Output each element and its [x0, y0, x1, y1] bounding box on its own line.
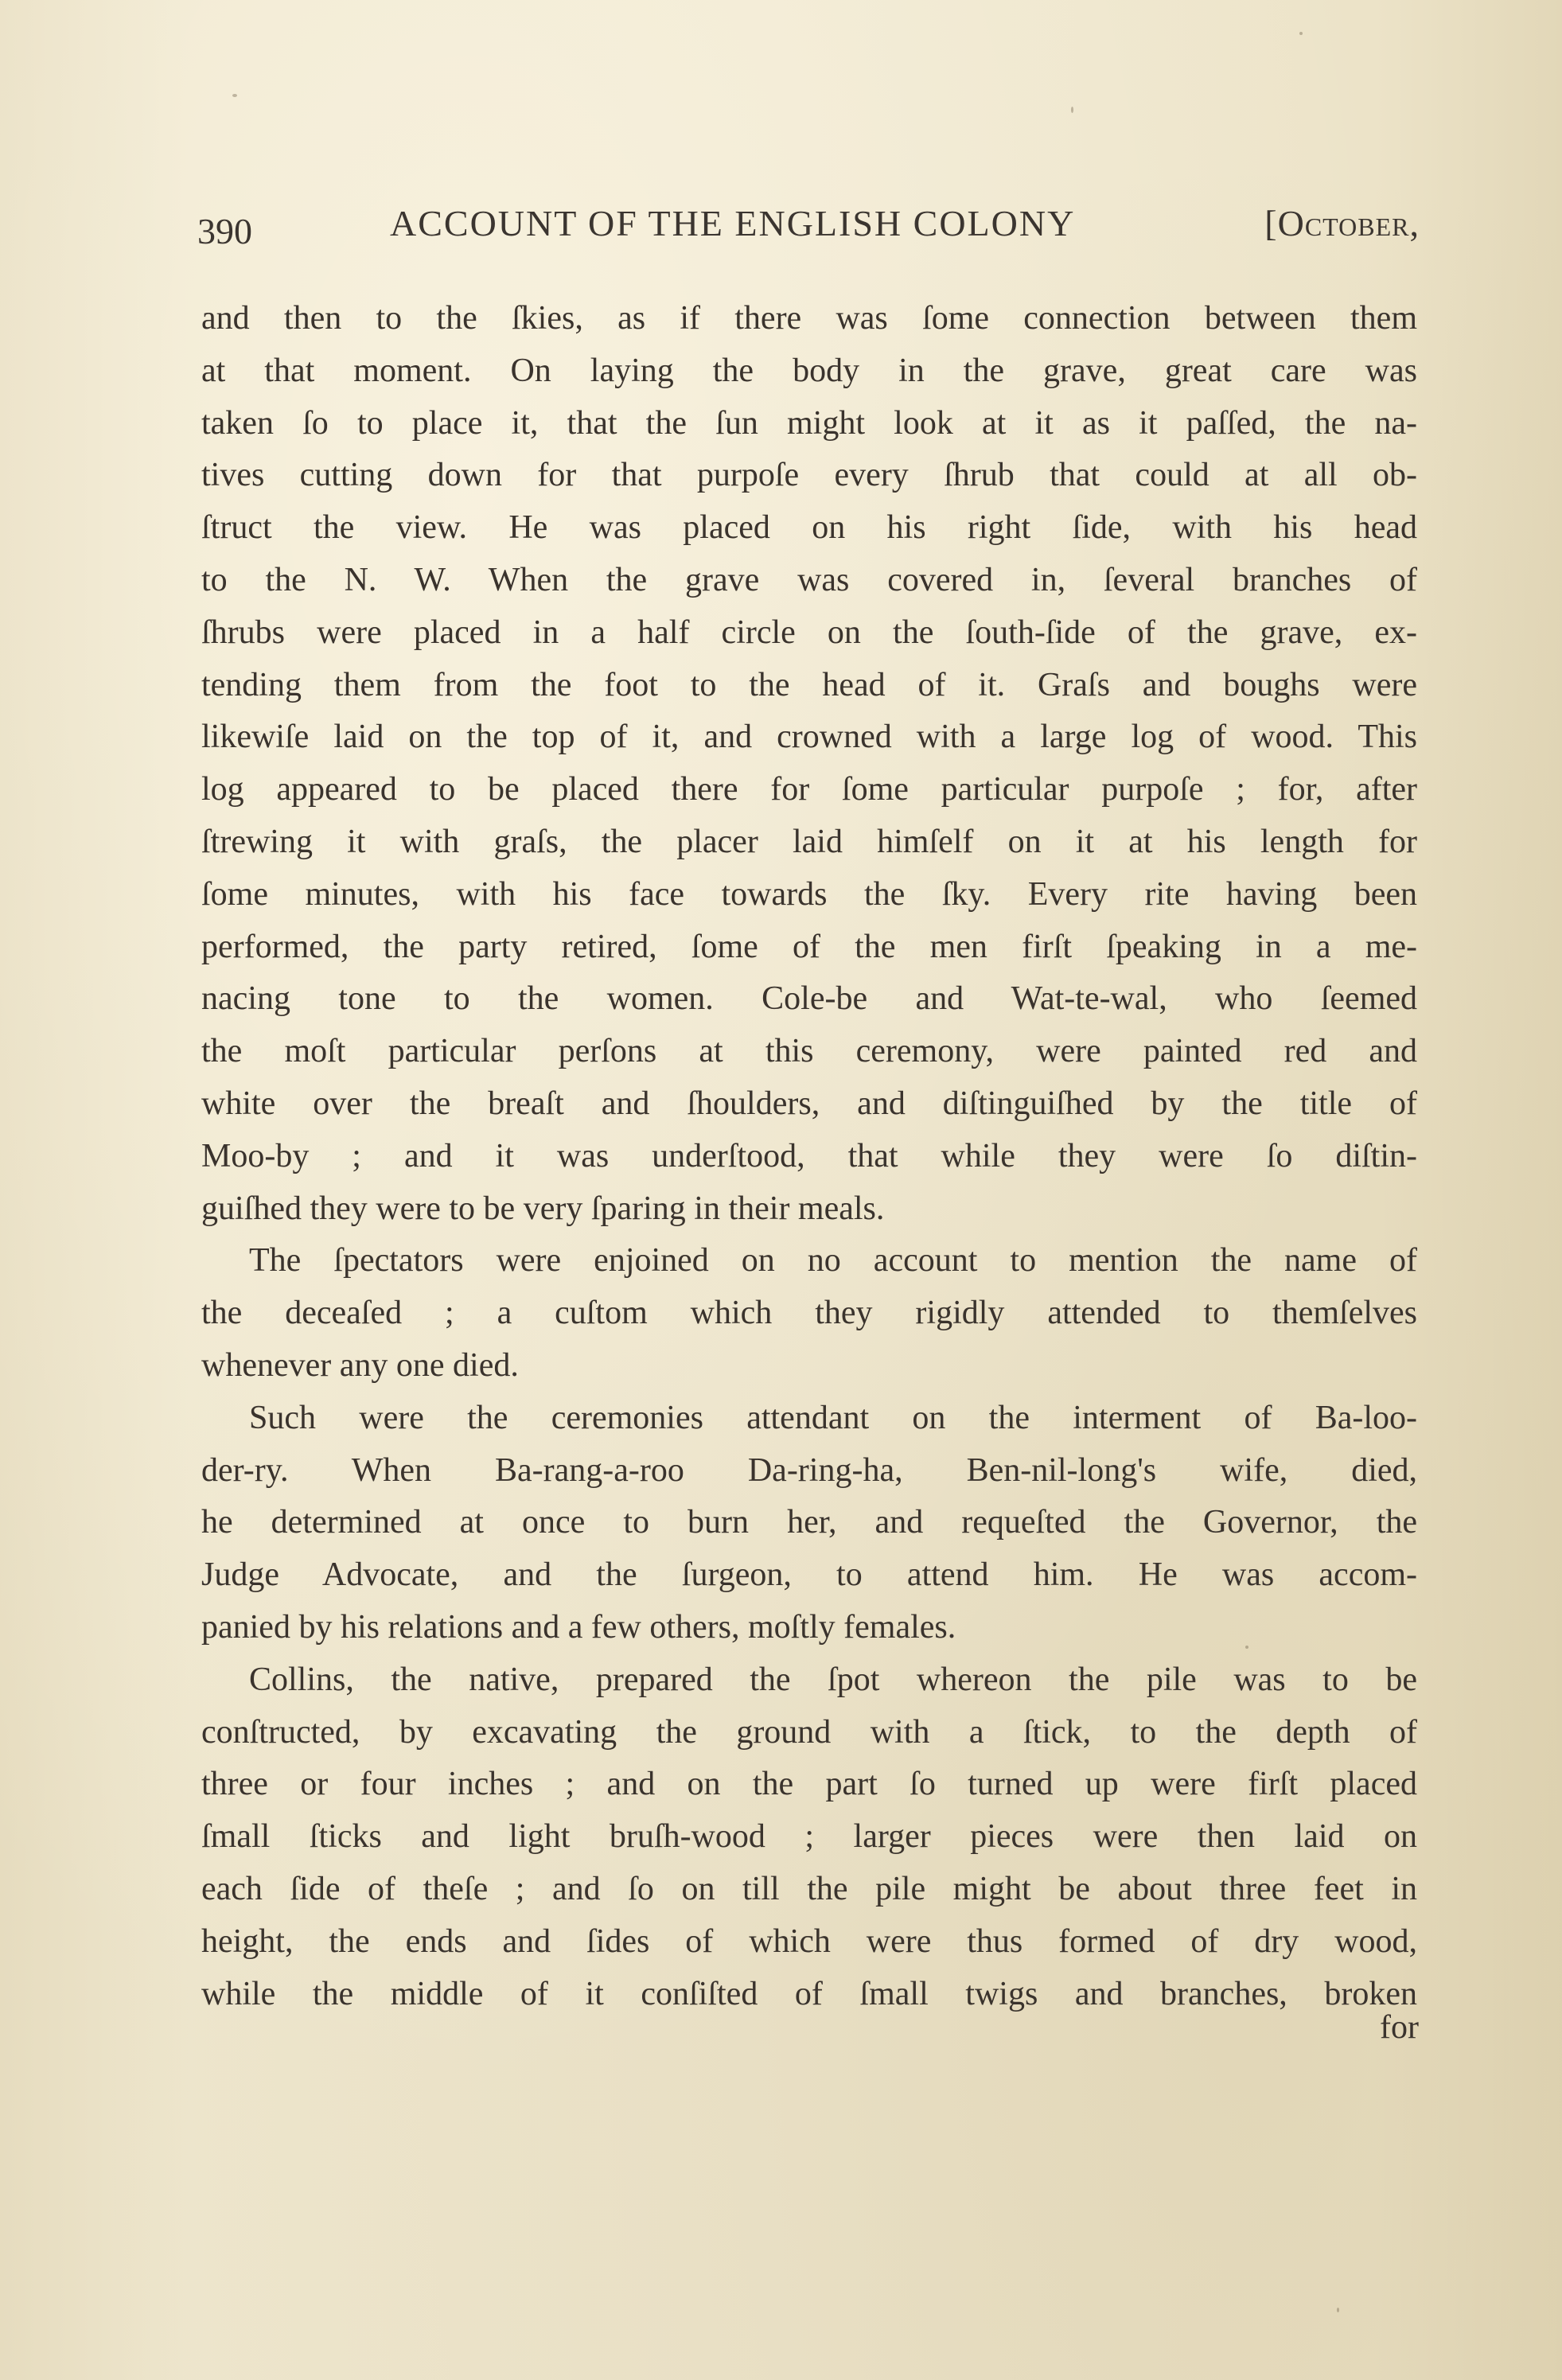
paper-speck: [1299, 32, 1303, 35]
text-line: at that moment. On laying the body in the grave, great care was: [201, 352, 1417, 389]
text-line: Such were the ceremonies attendant on the interment of Ba-loo-: [249, 1399, 1417, 1436]
text-line: nacing tone to the women. Cole-be and Wat-te-wal, who ſeemed: [201, 980, 1417, 1018]
text-line: log appeared to be placed there for ſome particular purpoſe ; for, after: [201, 771, 1417, 808]
text-line: height, the ends and ſides of which were thus formed of dry wood,: [201, 1922, 1417, 1960]
text-line: taken ſo to place it, that the ſun might look at it as it paſſed, the na-: [201, 404, 1417, 442]
text-line: tives cutting down for that purpoſe every ſhrub that could at all ob-: [201, 457, 1417, 494]
text-line: the moſt particular perſons at this ceremony, were painted red and: [201, 1033, 1417, 1070]
text-line: Moo-by ; and it was underſtood, that while they were ſo diſtin-: [201, 1137, 1417, 1174]
text-line: and then to the ſkies, as if there was ſome connection between them: [201, 300, 1417, 337]
paper-speck: [1337, 2308, 1339, 2312]
catchword: for: [1380, 2009, 1419, 2046]
text-line: conſtructed, by excavating the ground with a ſtick, to the depth of: [201, 1713, 1417, 1751]
page-number: 390: [197, 211, 252, 251]
running-title: ACCOUNT OF THE ENGLISH COLONY: [390, 203, 1076, 243]
text-line: ſtrewing it with graſs, the placer laid himſelf on it at his length for: [201, 823, 1417, 860]
text-line: der-ry. When Ba-rang-a-roo Da-ring-ha, Ben-nil-long's wife, died,: [201, 1451, 1417, 1489]
text-line: white over the breaſt and ſhoulders, and diſtinguiſhed by the title of: [201, 1085, 1417, 1122]
body-text: [201, 293, 1417, 2020]
text-line: to the N. W. When the grave was covered in, ſeveral branches of: [201, 561, 1417, 598]
text-line: each ſide of theſe ; and ſo on till the pile might be about three feet in: [201, 1870, 1417, 1907]
text-line: ſmall ſticks and light bruſh-wood ; larger pieces were then laid on: [201, 1818, 1417, 1856]
paper-speck: [232, 94, 237, 97]
text-line: while the middle of it conſiſted of ſmall twigs and branches, broken: [201, 1975, 1417, 2012]
text-line: Collins, the native, prepared the ſpot whereon the pile was to be: [249, 1661, 1417, 1698]
text-line: The ſpectators were enjoined on no account to mention the name of: [249, 1242, 1417, 1280]
text-line: ſhrubs were placed in a half circle on the ſouth-ſide of the grave, ex-: [201, 614, 1417, 651]
page-header: [197, 197, 1420, 253]
text-line: ſome minutes, with his face towards the ſky. Every rite having been: [201, 875, 1417, 913]
text-line: whenever any one died.: [201, 1346, 519, 1384]
paper-speck: [1071, 107, 1073, 113]
text-line: the deceaſed ; a cuſtom which they rigidly attended to themſelves: [201, 1295, 1417, 1332]
text-line: he determined at once to burn her, and requeſted the Governor, the: [201, 1504, 1417, 1541]
text-line: Judge Advocate, and the ſurgeon, to attend him. He was accom-: [201, 1556, 1417, 1594]
text-line: likewiſe laid on the top of it, and crowned with a large log of wood. This: [201, 719, 1417, 756]
text-line: guiſhed they were to be very ſparing in their meals.: [201, 1190, 885, 1227]
text-line: tending them from the foot to the head of it. Graſs and boughs were: [201, 666, 1417, 703]
text-line: ſtruct the view. He was placed on his right ſide, with his head: [201, 509, 1417, 547]
text-line: three or four inches ; and on the part ſo turned up were firſt placed: [201, 1766, 1417, 1803]
header-month: [October,: [1264, 203, 1420, 243]
text-line: performed, the party retired, ſome of the men firſt ſpeaking in a me-: [201, 928, 1417, 965]
paper-speck: [1245, 1646, 1248, 1649]
text-line: panied by his relations and a few others, moſtly females.: [201, 1608, 956, 1646]
